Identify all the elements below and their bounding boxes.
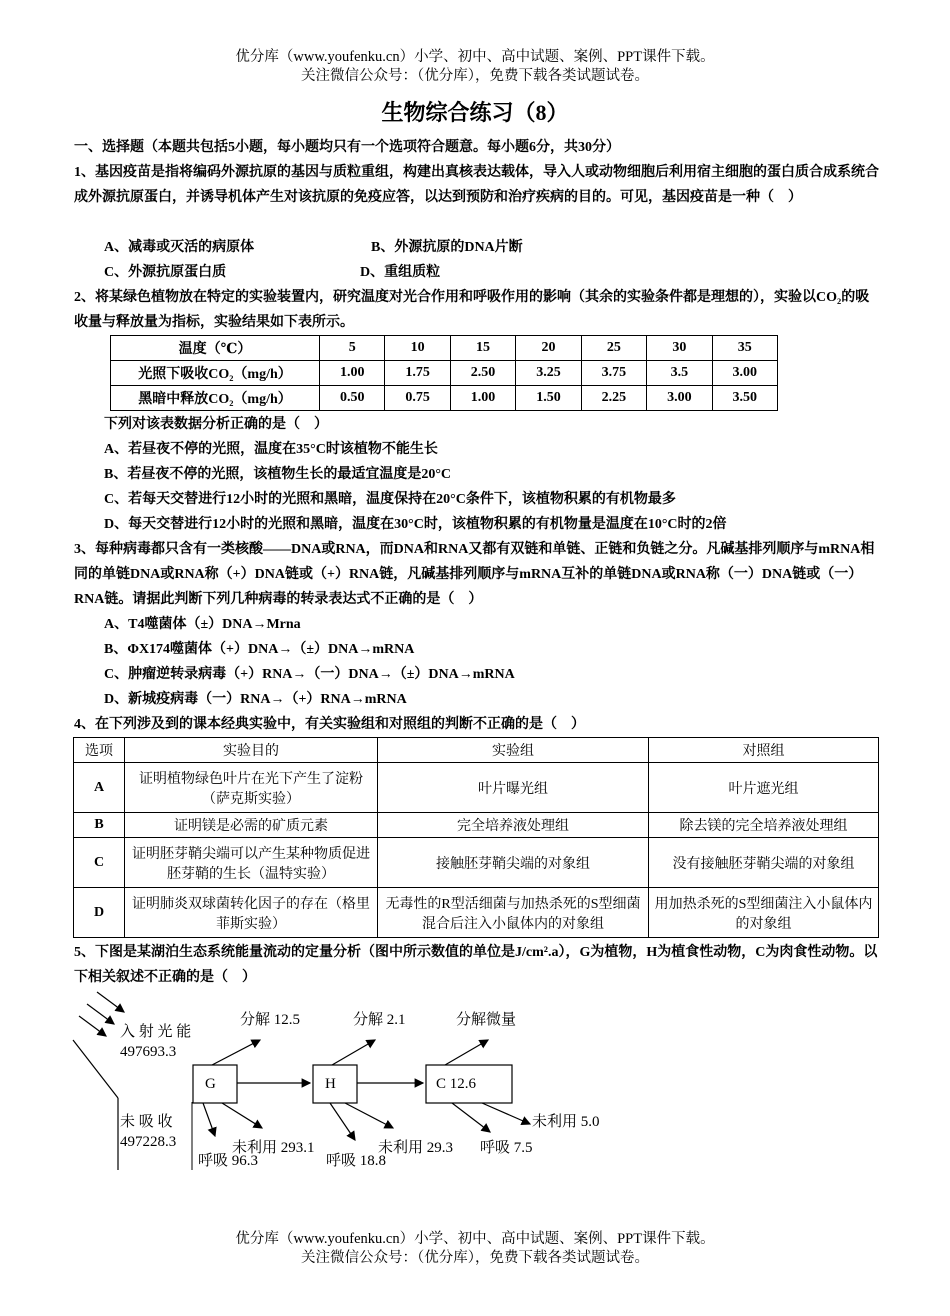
unused-arrow-G [222,1103,262,1128]
resp-H: 呼吸 18.8 [326,1153,387,1169]
unabsorbed-label: 未 吸 收 [120,1114,173,1130]
table-cell: 30 [647,336,712,361]
boundary-line [73,1040,118,1098]
box-C-label: C 12.6 [436,1076,477,1092]
unused-arrow-H [345,1103,393,1128]
decomp-H: 分解 2.1 [353,1012,406,1028]
header-line-1: 优分库（www.youfenku.cn）小学、初中、高中试题、案例、PPT课件下载。 [235,49,715,65]
table-cell: 证明胚芽鞘尖端可以产生某种物质促进胚芽鞘的生长（温特实验） [125,838,378,888]
q3-stem: 3、每种病毒都只含有一类核酸——DNA或RNA，而DNA和RNA又都有双链和单链、正链和负链之分。凡碱基排列顺序与mRNA相同的单链DNA或RNA称（+）DNA链或（+）RNA链，凡碱基排列顺序与mRNA互补的单链DNA或RNA称（一）DNA链或（一）RNA链。请据此判断下列几种病毒的转录表达式不正确的是（ ） [74,542,875,607]
incident-light-value: 497693.3 [120,1044,177,1060]
resp-arrow-G [203,1103,215,1136]
table-cell: 0.50 [320,386,385,411]
footer-line-1: 优分库（www.youfenku.cn）小学、初中、高中试题、案例、PPT课件下载。 [235,1231,715,1247]
table-cell: 黑暗中释放CO₂（mg/h） [111,386,320,411]
resp-arrow-H [330,1103,355,1140]
unused-H: 未利用 29.3 [378,1140,454,1156]
q3-option-c: C、肿瘤逆转录病毒（+）RNA→（一）DNA→（±）DNA→mRNA [104,667,515,682]
table-cell: 光照下吸收CO₂（mg/h） [111,361,320,386]
table-cell: 证明镁是必需的矿质元素 [125,813,378,838]
table-cell: 没有接触胚芽鞘尖端的对象组 [649,838,879,888]
table-cell: 除去镁的完全培养液处理组 [649,813,879,838]
table-cell: 20 [516,336,581,361]
table-cell: 3.00 [647,386,712,411]
table-cell: 1.75 [385,361,450,386]
light-arrow [87,1004,114,1024]
table-cell: 2.25 [581,386,646,411]
q2-option-b: B、若昼夜不停的光照，该植物生长的最适宜温度是20°C [104,467,452,482]
table-cell: 3.50 [712,386,777,411]
decomp-G: 分解 12.5 [240,1012,301,1028]
table-cell: 用加热杀死的S型细菌注入小鼠体内的对象组 [649,888,879,938]
table-cell: 1.50 [516,386,581,411]
unused-arrow-C [482,1103,530,1124]
resp-G: 呼吸 96.3 [198,1153,259,1169]
table-cell: 3.00 [712,361,777,386]
q1-option-a: A、减毒或灭活的病原体 [104,240,255,255]
resp-C: 呼吸 7.5 [480,1140,533,1156]
table-cell: 0.75 [385,386,450,411]
q2-stem: 2、将某绿色植物放在特定的实验装置内，研究温度对光合作用和呼吸作用的影响（其余的实验条件都是理想的），实验以CO₂的吸收量与释放量为指标，实验结果如下表所示。 [74,290,870,330]
q2-option-a: A、若昼夜不停的光照，温度在35°C时该植物不能生长 [104,442,438,457]
section-heading: 一、选择题（本题共包括5小题，每小题均只有一个选项符合题意。每小题6分，共30分） [74,140,620,155]
unabsorbed-value: 497228.3 [120,1134,177,1150]
table-cell: 3.5 [647,361,712,386]
table-cell: 25 [581,336,646,361]
table-cell: 叶片遮光组 [649,763,879,813]
table-cell: A [74,763,125,813]
table-header: 选项 [74,738,125,763]
q1-option-d: D、重组质粒 [360,265,441,280]
table-cell: D [74,888,125,938]
q2-option-c: C、若每天交替进行12小时的光照和黑暗，温度保持在20°C条件下，该植物积累的有机物最多 [104,492,676,507]
table-cell: 叶片曝光组 [378,763,649,813]
page-title: 生物综合练习（8） [381,100,569,125]
table-cell: C [74,838,125,888]
table-cell: 无毒性的R型活细菌与加热杀死的S型细菌混合后注入小鼠体内的对象组 [378,888,649,938]
decomp-C: 分解微量 [456,1012,517,1028]
light-arrow [79,1016,106,1036]
table-cell: 3.75 [581,361,646,386]
table-cell: 10 [385,336,450,361]
table-cell: 35 [712,336,777,361]
table-cell: 2.50 [450,361,515,386]
table-cell: 3.25 [516,361,581,386]
unused-G: 未利用 293.1 [232,1140,315,1156]
table-cell: 证明植物绿色叶片在光下产生了淀粉（萨克斯实验） [125,763,378,813]
table-header: 实验目的 [125,738,378,763]
q2-prompt: 下列对该表数据分析正确的是（ ） [104,417,328,432]
q1-stem: 1、基因疫苗是指将编码外源抗原的基因与质粒重组，构建出真核表达载体，导入人或动物细胞后利用宿主细胞的蛋白质合成系统合成外源抗原蛋白，并诱导机体产生对该抗原的免疫应答，以达到预防和治疗疾病的目的。可见，基因疫苗是一种（ ） [74,165,879,205]
decomp-arrow-G [212,1040,260,1065]
table-cell: 1.00 [450,386,515,411]
box-G-label: G [205,1076,216,1092]
table-cell: 5 [320,336,385,361]
decomp-arrow-H [332,1040,375,1065]
table-cell: 1.00 [320,361,385,386]
incident-light-label: 入 射 光 能 [120,1024,192,1040]
q4-stem: 4、在下列涉及到的课本经典实验中，有关实验组和对照组的判断不正确的是（ ） [74,717,585,732]
box-H-label: H [325,1076,336,1092]
table-cell: 证明肺炎双球菌转化因子的存在（格里菲斯实验） [125,888,378,938]
q1-option-b: B、外源抗原的DNA片断 [371,240,523,255]
table-cell: 温度（℃） [111,336,320,361]
table-header: 对照组 [649,738,879,763]
table-cell: 接触胚芽鞘尖端的对象组 [378,838,649,888]
q3-option-d: D、新城疫病毒（一）RNA→（+）RNA→mRNA [104,692,407,707]
q3-option-a: A、T4噬菌体（±）DNA→Mrna [104,617,301,632]
table-cell: 15 [450,336,515,361]
table-cell: 完全培养液处理组 [378,813,649,838]
q3-option-b: B、ΦX174噬菌体（+）DNA→（±）DNA→mRNA [104,642,415,657]
footer-line-2: 关注微信公众号：（优分库），免费下载各类试题试卷。 [301,1250,649,1266]
header-line-2: 关注微信公众号：（优分库），免费下载各类试题试卷。 [301,68,649,84]
light-arrow [97,992,124,1012]
q1-option-c: C、外源抗原蛋白质 [104,265,227,280]
table-header: 实验组 [378,738,649,763]
resp-arrow-C [452,1103,490,1132]
decomp-arrow-C [445,1040,488,1065]
q5-stem: 5、下图是某湖泊生态系统能量流动的定量分析（图中所示数值的单位是J/cm².a），G为植物，H为植食性动物，C为肉食性动物。以下相关叙述不正确的是（ ） [74,945,878,985]
unused-C: 未利用 5.0 [532,1114,600,1130]
q2-option-d: D、每天交替进行12小时的光照和黑暗，温度在30°C时，该植物积累的有机物量是温度在10°C时的2倍 [104,517,727,532]
table-cell: B [74,813,125,838]
